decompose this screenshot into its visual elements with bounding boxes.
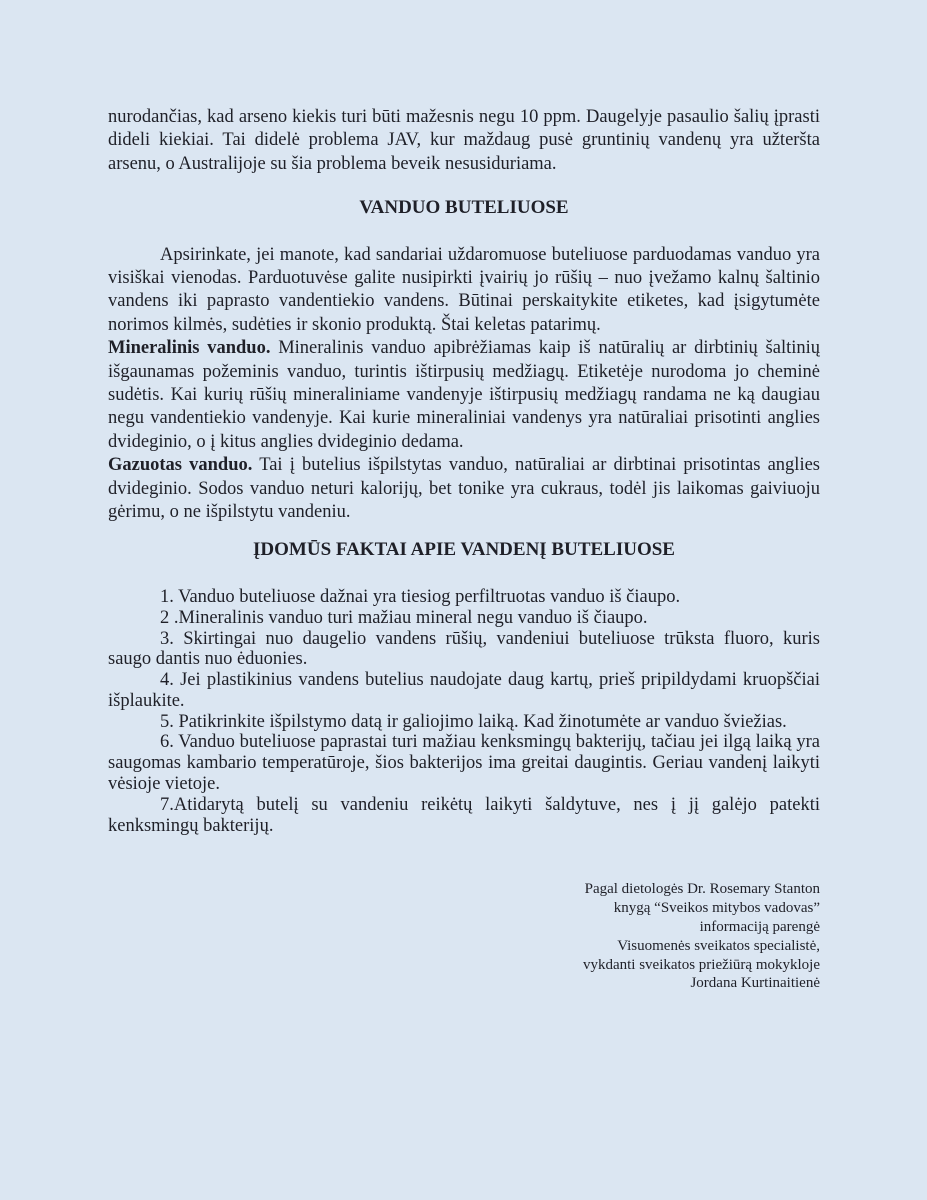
sparkling-water-definition [108,454,820,524]
sparkling-water-term: Gazuotas vanduo. [108,455,253,476]
attribution-line-preparer-name: Jordana Kurtinaitienė [690,975,820,992]
fact-item-3: 3. Skirtingai nuo daugelio vandens rūšių, vandeniui buteliuose trūksta fluoro, kuris saugo dantis nuo ėduonies. [108,628,820,670]
fact-item-7: 7.Atidarytą butelį su vandeniu reikėtų laikyti šaldytuve, nes į jį galėjo patekti kenksmingų bakterijų. [108,794,820,836]
attribution-line-source-author: Pagal dietologės Dr. Rosemary Stanton [584,881,820,898]
section-heading-facts: ĮDOMŪS FAKTAI APIE VANDENĮ BUTELIUOSE [253,538,675,560]
document-content [108,106,820,993]
fact-item-6: 6. Vanduo buteliuose paprastai turi mažiau kenksmingų bakterijų, tačiau jei ilgą laiką yra saugomas kambario temperatūroje, šios bakterijos ima greitai daugintis. Geriau vandenį laikyti vėsioje vietoje. [108,732,820,795]
mineral-water-definition [108,337,820,454]
intro-paragraph: nurodančias, kad arseno kiekis turi būti mažesnis negu 10 ppm. Daugelyje pasaulio šalių įprasti dideli kiekiai. Tai didelė problema JAV, kur maždaug pusė gruntinių vandenų yra užteršta arsenu, o Australijoje su šia problema beveik nesusiduriama. [108,107,820,174]
fact-item-2: 2 .Mineralinis vanduo turi mažiau mineral negu vanduo iš čiaupo. [160,607,648,628]
mineral-water-term: Mineralinis vanduo. [108,338,271,359]
fact-item-4: 4. Jei plastikinius vandens butelius naudojate daug kartų, prieš pripildydami kruopščiai išplaukite. [108,670,820,711]
mineral-water-text: Mineralinis vanduo apibrėžiamas kaip iš natūralių ar dirbtinių šaltinių išgaunamas požeminis vanduo, turintis ištirpusių medžiagų. Etiketėje nurodoma jo cheminė sudėtis. Kai kurių rūšių mineraliniame vandenyje ištirpusių medžiagų randama ne ką daugiau negu vandentiekio vandenyje. Kai kurie mineraliniai vandenys yra natūraliai prisotinti anglies dvideginio, o į kitus anglies dvideginio dedama. [108,338,821,452]
attribution-line-prepared-by: informaciją parengė [699,919,820,936]
facts-list [108,587,820,837]
attribution-line-role-1: Visuomenės sveikatos specialistė, [617,937,820,954]
fact-item-1: 1. Vanduo buteliuose dažnai yra tiesiog perfiltruotas vanduo iš čiaupo. [160,586,681,607]
attribution-block [108,880,820,993]
attribution-line-role-2: vykdanti sveikatos priežiūrą mokykloje [582,956,820,973]
fact-item-5: 5. Patikrinkite išpilstymo datą ir galiojimo laiką. Kad žinotumėte ar vanduo šviežias. [160,711,787,732]
attribution-line-book-title: knygą “Sveikos mitybos vadovas” [613,900,820,917]
sparkling-water-text: Tai į butelius išpilstytas vanduo, natūraliai ar dirbtinai prisotintas anglies dvideginio. Sodos vanduo neturi kalorijų, bet tonike yra cukraus, todėl jis laikomas gaiviuoju gėrimu, o ne išpilstytu vandeniu. [108,455,820,523]
section-heading-bottled-water: VANDUO BUTELIUOSE [359,197,569,219]
bottled-water-paragraph: Apsirinkate, jei manote, kad sandariai uždaromuose buteliuose parduodamas vanduo yra visiškai vienodas. Parduotuvėse galite nusipirkti įvairių jo rūšių – nuo įvežamo kalnų šaltinio vandens iki paprasto vandentiekio vandens. Būtinai perskaitykite etiketes, kad įsigytumėte norimos kilmės, sudėties ir skonio produktą. Štai keletas patarimų. [108,244,820,335]
